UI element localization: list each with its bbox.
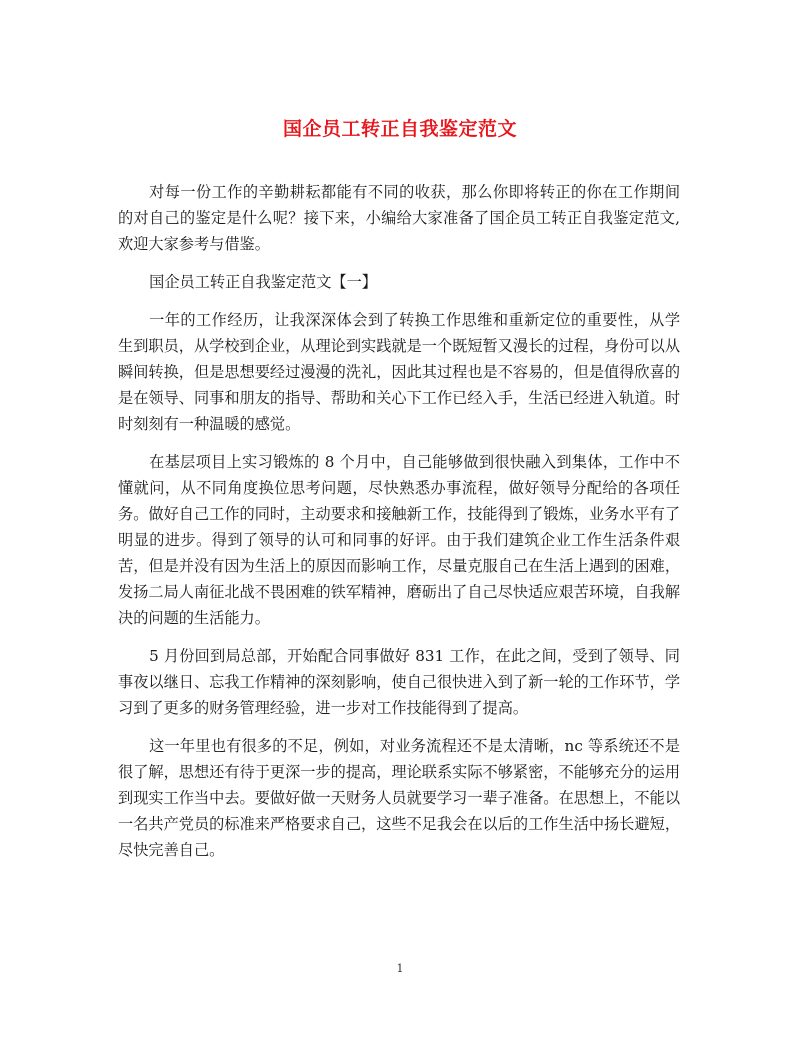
section-heading: 国企员工转正自我鉴定范文【一】 [149,273,377,291]
body-paragraph: 这一年里也有很多的不足，例如，对业务流程还不是太清晰，nc 等系统还不是很了解，思想还有待于更深一步的提高，理论联系实际不够紧密，不能够充分的运用到现实工作当中去。要做好做一天财务人员就要学习一辈子准备。在思想上，不能以一名共产党员的标准来严格要求自己，这些不足我会在以后的工作生活中扬长避短，尽快完善自己。 [118,737,680,859]
document-body [118,179,680,875]
page-number: 1 [396,962,404,975]
body-paragraph: 一年的工作经历，让我深深体会到了转换工作思维和重新定位的重要性，从学生到职员，从学校到企业，从理论到实践就是一个既短暂又漫长的过程，身份可以从瞬间转换，但是思想要经过漫漫的洗礼，因此其过程也是不容易的，但是值得欣喜的是在领导、同事和朋友的指导、帮助和关心下工作已经入手，生活已经进入轨道。时时刻刻有一种温暖的感觉。 [118,311,680,433]
body-paragraph: 5 月份回到局总部，开始配合同事做好 831 工作，在此之间，受到了领导、同事夜以继日、忘我工作精神的深刻影响，使自己很快进入到了新一轮的工作环节，学习到了更多的财务管理经验，进一步对工作技能得到了提高。 [118,647,680,717]
intro-paragraph: 对每一份工作的辛勤耕耘都能有不同的收获，那么你即将转正的你在工作期间的对自己的鉴定是什么呢？接下来，小编给大家准备了国企员工转正自我鉴定范文,欢迎大家参考与借鉴。 [118,183,680,253]
page-title: 国企员工转正自我鉴定范文 [282,118,517,140]
body-paragraph: 在基层项目上实习锻炼的 8 个月中，自己能够做到很快融入到集体，工作中不懂就问，从不同角度换位思考问题，尽快熟悉办事流程，做好领导分配给的各项任务。做好自己工作的同时，主动要求和接触新工作，技能得到了锻炼，业务水平有了明显的进步。得到了领导的认可和同事的好评。由于我们建筑企业工作生活条件艰苦，但是并没有因为生活上的原因而影响工作，尽量克服自己在生活上遇到的困难，发扬二局人南征北战不畏困难的铁军精神，磨砺出了自己尽快适应艰苦环境，自我解决的问题的生活能力。 [118,453,680,627]
